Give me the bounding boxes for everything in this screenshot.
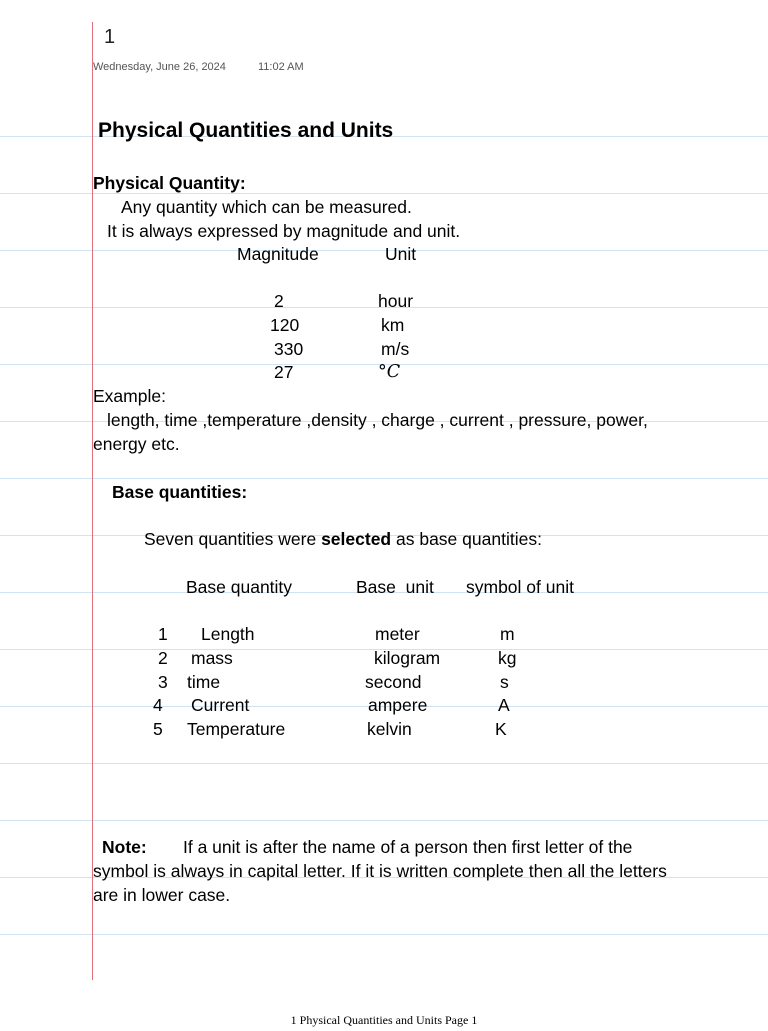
magnitude-value: 330 — [274, 339, 304, 359]
intro-text: Seven quantities were — [144, 529, 317, 549]
note-line: symbol is always in capital letter. If it is written complete then all the letters — [93, 861, 667, 881]
note-label: Note: — [102, 837, 147, 857]
rule-line — [0, 763, 768, 764]
unit-symbol: m — [500, 624, 515, 644]
note-line: If a unit is after the name of a person then first letter of the — [183, 837, 633, 857]
row-number: 1 — [158, 624, 168, 644]
base-quantity-name: mass — [191, 648, 233, 668]
unit-value: hour — [378, 291, 414, 311]
page-number: 1 — [104, 26, 116, 48]
base-unit-name: kelvin — [367, 719, 412, 739]
column-header-unit: Unit — [385, 244, 417, 264]
section-heading-physical-quantity: Physical Quantity: — [93, 173, 246, 193]
example-label: Example: — [93, 386, 166, 406]
row-number: 2 — [158, 648, 168, 668]
unit-symbol: K — [495, 719, 507, 739]
row-number: 5 — [153, 719, 163, 739]
definition-line: Any quantity which can be measured. — [121, 197, 412, 217]
base-quantity-name: Temperature — [187, 719, 286, 739]
page-date: Wednesday, June 26, 2024 — [93, 61, 226, 73]
rule-line — [0, 250, 768, 251]
unit-symbol: A — [498, 695, 510, 715]
rule-line — [0, 820, 768, 821]
base-unit-name: second — [365, 672, 422, 692]
unit-value: km — [381, 315, 405, 335]
example-line: energy etc. — [93, 434, 180, 454]
page-title[interactable]: Physical Quantities and Units — [98, 119, 394, 142]
base-unit-name: ampere — [368, 695, 428, 715]
base-quantity-name: Length — [201, 624, 255, 644]
note-line: are in lower case. — [93, 885, 231, 905]
rule-line — [0, 934, 768, 935]
column-header-base-quantity: Base quantity — [186, 577, 293, 597]
intro-bold-text: selected — [321, 529, 392, 549]
rule-line — [0, 478, 768, 479]
definition-line: It is always expressed by magnitude and unit. — [107, 221, 461, 241]
base-quantities-intro — [144, 528, 542, 550]
row-number: 3 — [158, 672, 168, 692]
magnitude-value: 120 — [270, 315, 300, 335]
unit-value: m/s — [381, 339, 410, 359]
base-quantity-name: time — [187, 672, 221, 692]
section-heading-base-quantities: Base quantities: — [112, 482, 248, 502]
unit-symbol: s — [500, 672, 509, 692]
column-header-symbol: symbol of unit — [466, 577, 574, 597]
unit-value: °C — [378, 362, 401, 382]
intro-text: as base quantities: — [396, 529, 542, 549]
column-header-base-unit: Base unit — [356, 577, 434, 597]
column-header-magnitude: Magnitude — [237, 244, 319, 264]
unit-symbol: kg — [498, 648, 517, 668]
margin-line — [92, 22, 93, 980]
page-time: 11:02 AM — [258, 61, 304, 73]
base-quantity-name: Current — [191, 695, 250, 715]
base-unit-name: meter — [375, 624, 420, 644]
base-unit-name: kilogram — [374, 648, 441, 668]
row-number: 4 — [153, 695, 163, 715]
magnitude-value: 27 — [274, 362, 294, 382]
magnitude-value: 2 — [274, 291, 284, 311]
page-footer: 1 Physical Quantities and Units Page 1 — [290, 1013, 478, 1027]
example-line: length, time ,temperature ,density , charge , current , pressure, power, — [107, 410, 648, 430]
